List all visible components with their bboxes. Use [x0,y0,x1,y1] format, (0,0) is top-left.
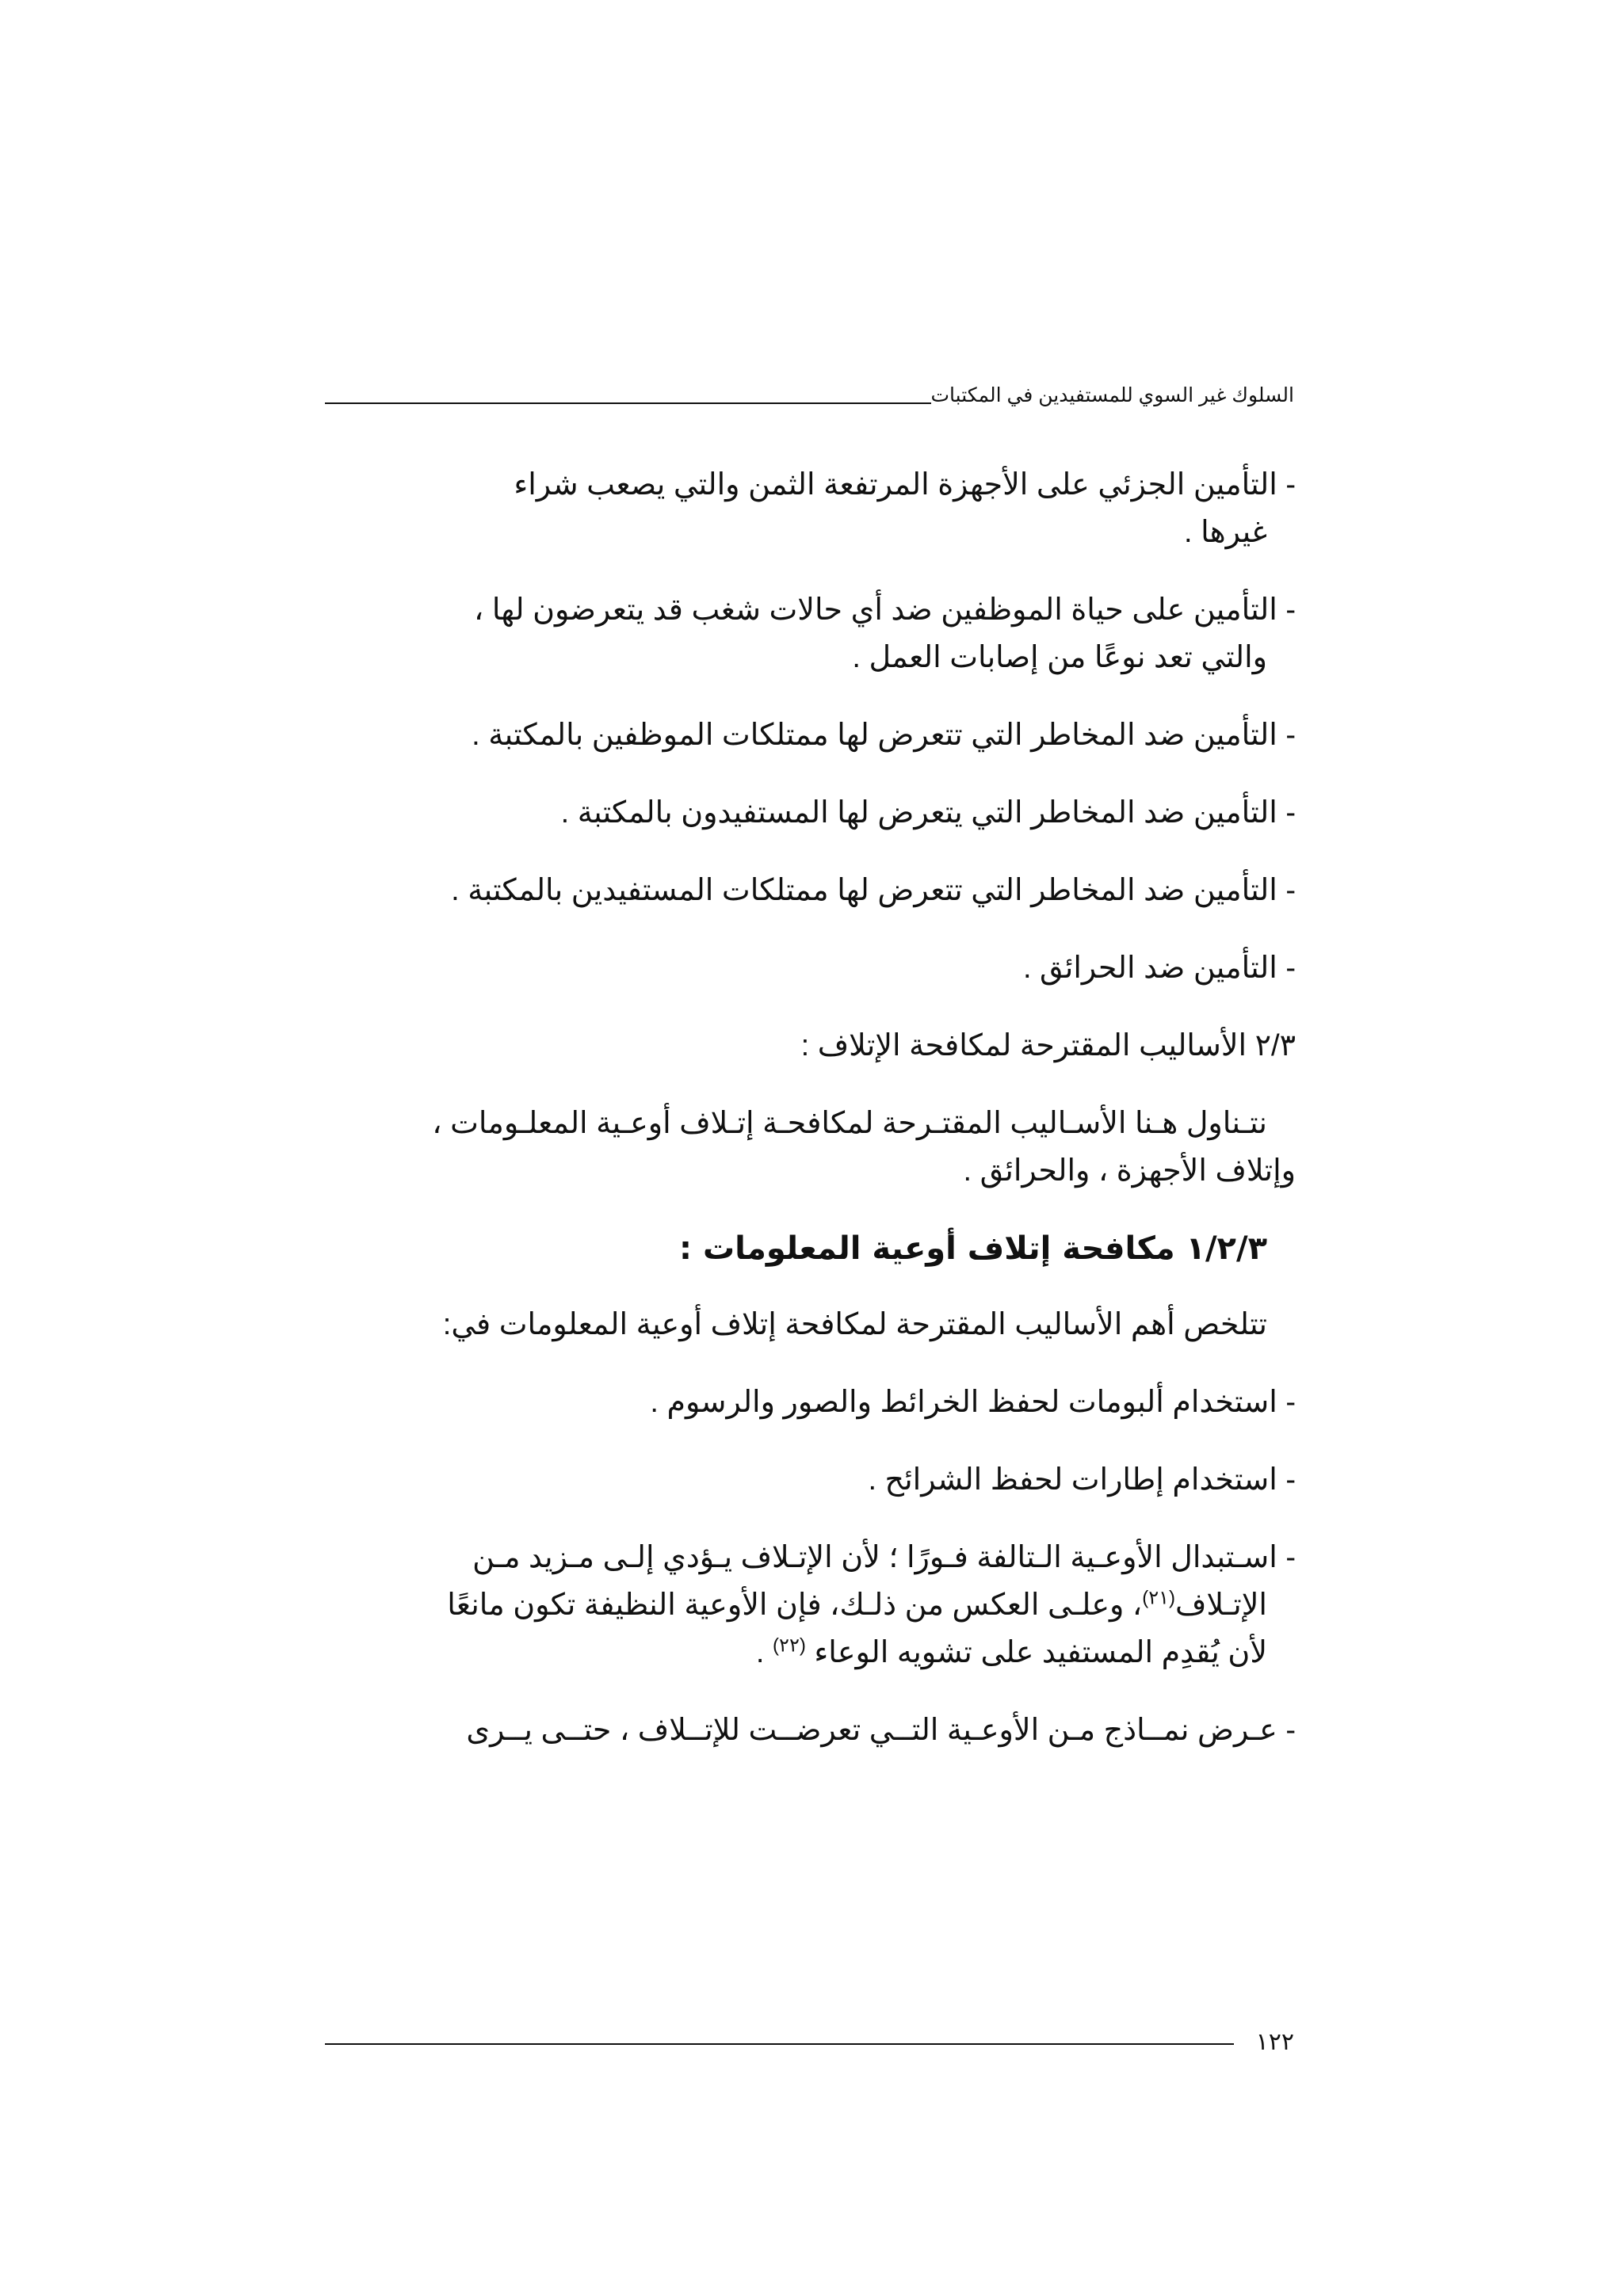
list-dash: - [1285,719,1296,752]
running-header [325,376,1294,407]
list-item [325,1534,1296,1676]
list-item-text: التأمين ضد الحرائق . [1022,952,1277,985]
list-item-text: التأمين الجزئي على الأجهزة المرتفعة الثمن والتي يصعب شراء [514,468,1277,502]
continuation-text: الإتـلاف [1174,1589,1267,1622]
footnote-reference: (٢٢) [773,1634,806,1657]
footer-rule [325,2043,1234,2045]
continuation-text: لأن يُقدِم المستفيد على تشويه الوعاء [805,1636,1267,1669]
list-item-continuation [325,1581,1296,1629]
paragraph-line: نتـناول هـنا الأسـاليب المقتـرحة لمكافحـة إتـلاف أوعـية المعلـومات ، [432,1107,1267,1140]
list-dash: - [1285,952,1296,985]
list-item-continuation: غيرها . [1183,516,1267,549]
list-dash: - [1285,593,1296,627]
page-number: ١٢٢ [1255,2029,1294,2055]
list-item-text: التأمين ضد المخاطر التي تتعرض لها ممتلكات المستفيدين بالمكتبة . [451,874,1277,907]
list-item-text: عـرض نمــاذج مـن الأوعـية التــي تعرضــت للإتــلاف ، حتــى يــرى [466,1714,1277,1747]
list-item [325,789,1296,837]
continuation-text: ، وعلـى العكس من ذلـك، فإن الأوعية النظيفة تكون مانعًا [447,1589,1143,1622]
list-item-continuation [325,1629,1296,1676]
subsection-heading: ١/٢/٣ مكافحة إتلاف أوعية المعلومات : [679,1230,1267,1267]
list-item [325,711,1296,759]
list-dash: - [1285,1714,1296,1747]
list-item-text: اسـتبدال الأوعـية الـتالفة فـورًا ؛ لأن الإتـلاف يـؤدي إلـى مـزيد مـن [472,1541,1277,1574]
list-item-text: استخدام إطارات لحفظ الشرائح . [868,1463,1277,1497]
list-item [325,1707,1296,1754]
list-item [325,586,1296,681]
list-dash: - [1285,468,1296,502]
section-intro-paragraph [325,1100,1296,1195]
running-header-title: السلوك غير السوي للمستفيدين في المكتبات [930,384,1294,406]
continuation-text: . [755,1636,773,1669]
subsection-intro [325,1301,1296,1348]
list-dash: - [1285,1386,1296,1419]
list-item-text: التأمين على حياة الموظفين ضد أي حالات شغب قد يتعرضون لها ، [474,593,1277,627]
list-item-text: استخدام ألبومات لحفظ الخرائط والصور والرسوم . [650,1386,1277,1419]
list-dash: - [1285,1463,1296,1497]
list-item-continuation: والتي تعد نوعًا من إصابات العمل . [852,641,1267,674]
list-dash: - [1285,796,1296,830]
header-rule [325,402,931,404]
list-item-text: التأمين ضد المخاطر التي يتعرض لها المستفيدون بالمكتبة . [560,796,1277,830]
list-dash: - [1285,1541,1296,1574]
document-page [325,0,1312,2296]
list-item-text: التأمين ضد المخاطر التي تتعرض لها ممتلكات الموظفين بالمكتبة . [472,719,1277,752]
list-item [325,944,1296,992]
footnote-reference: (٢١) [1142,1587,1175,1609]
list-dash: - [1285,874,1296,907]
paragraph-line: تتلخص أهم الأساليب المقترحة لمكافحة إتلاف أوعية المعلومات في: [442,1308,1267,1341]
list-item [325,461,1296,556]
section-heading: ٢/٣ الأساليب المقترحة لمكافحة الإتلاف : [800,1029,1296,1062]
page-body [325,461,1296,1784]
list-item [325,1456,1296,1504]
paragraph-line: وإتلاف الأجهزة ، والحرائق . [963,1154,1296,1188]
list-item [325,867,1296,914]
list-item [325,1379,1296,1426]
page-footer [325,2027,1294,2058]
